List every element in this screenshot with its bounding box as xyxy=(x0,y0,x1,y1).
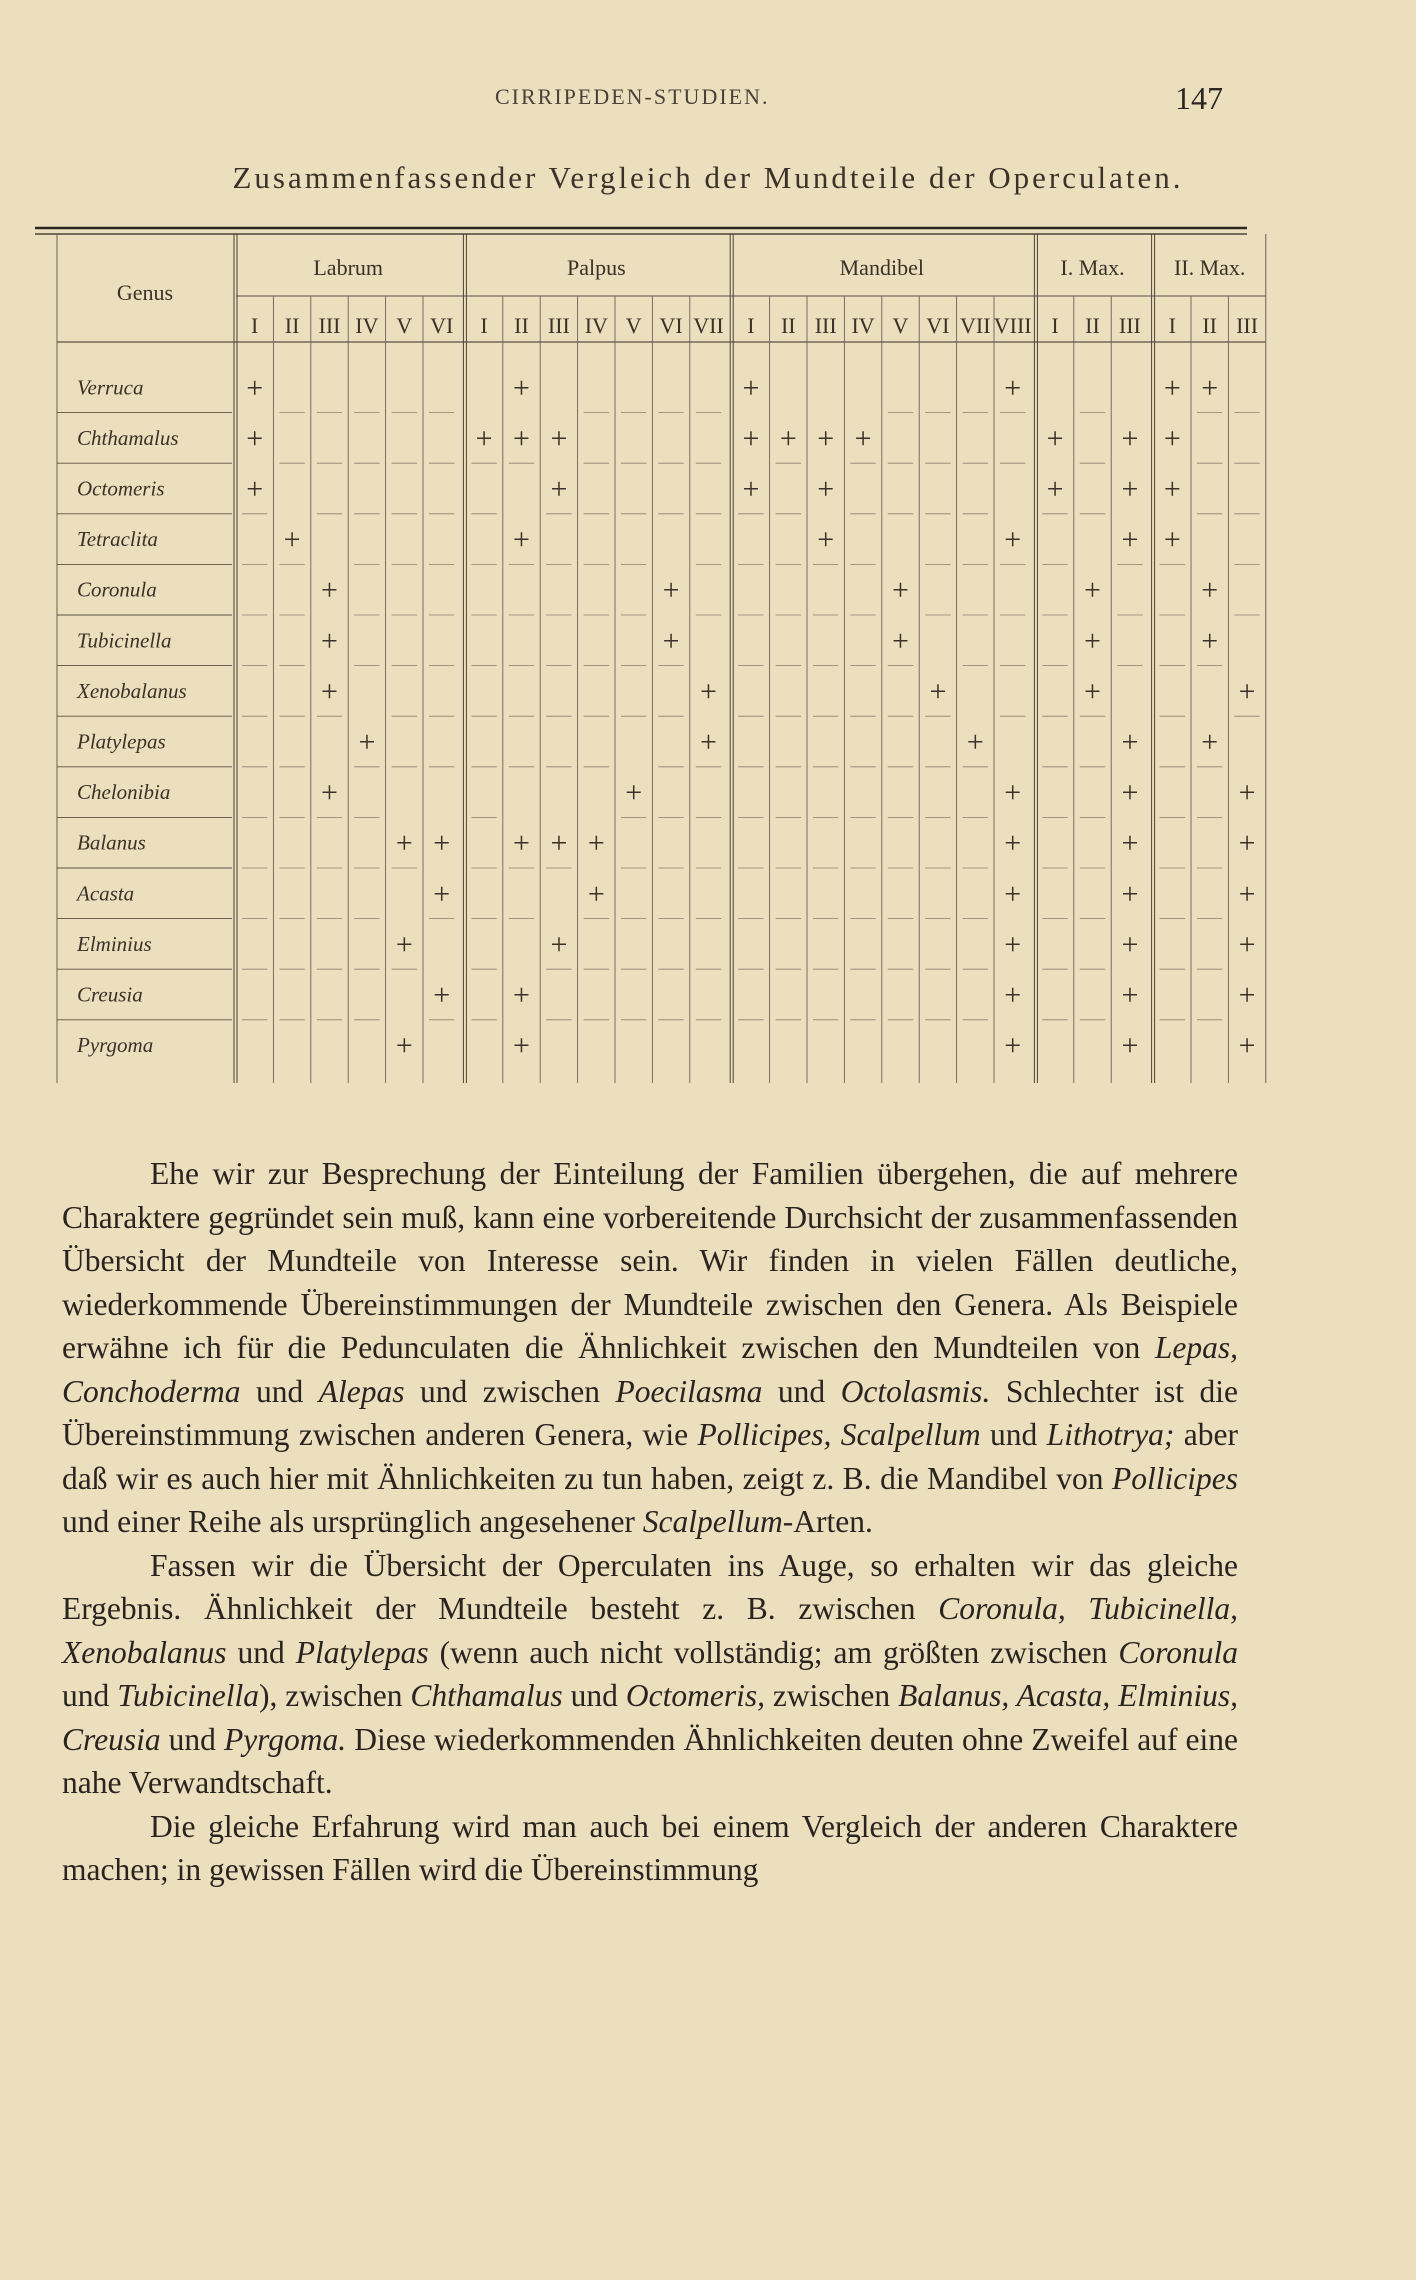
text-run: und xyxy=(762,1373,841,1409)
presence-mark: + xyxy=(779,421,797,455)
presence-mark: + xyxy=(892,624,909,658)
subcolumn-header: III xyxy=(814,313,837,338)
subcolumn-header: II xyxy=(780,313,796,338)
subcolumn-header: III xyxy=(1118,313,1141,338)
text-run: Schlechter ist die Übereinstimmung zwischen anderen Genera, wie xyxy=(62,1373,1239,1452)
subcolumn-header: II xyxy=(514,313,529,338)
presence-mark: + xyxy=(1238,927,1256,961)
genus-name: Coronula xyxy=(77,577,157,602)
presence-mark: + xyxy=(1201,371,1219,405)
presence-mark: + xyxy=(1046,421,1064,455)
presence-mark: + xyxy=(513,421,530,455)
presence-mark: + xyxy=(817,472,835,506)
presence-mark: + xyxy=(700,725,717,759)
presence-mark: + xyxy=(475,421,493,455)
presence-mark: + xyxy=(1121,725,1139,759)
genus-name: Chthamalus xyxy=(77,425,179,450)
presence-mark: + xyxy=(433,877,451,911)
presence-mark: + xyxy=(742,371,760,405)
subcolumn-header: III xyxy=(547,313,570,338)
subcolumn-header: VI xyxy=(430,313,454,338)
text-run: und zwischen xyxy=(404,1373,616,1409)
subcolumn-header: V xyxy=(396,313,413,338)
mouthparts-comparison-table xyxy=(0,0,1416,1100)
text-run: und einer Reihe als ursprünglich angesehener xyxy=(62,1504,643,1539)
presence-mark: + xyxy=(1004,826,1022,860)
italic-genus-name: Tubicinella xyxy=(117,1678,259,1713)
presence-mark: + xyxy=(246,371,264,405)
genus-name: Elminius xyxy=(77,931,152,956)
subcolumn-header: I xyxy=(251,313,259,338)
subcolumn-header: IV xyxy=(851,313,875,338)
presence-mark: + xyxy=(587,826,605,860)
subcolumn-header: III xyxy=(318,313,341,338)
subcolumn-header: VII xyxy=(693,313,724,338)
subcolumn-header: I xyxy=(747,313,755,338)
genus-name: Chelonibia xyxy=(77,780,171,805)
presence-mark: + xyxy=(513,826,530,860)
presence-mark: + xyxy=(1004,877,1022,911)
presence-mark: + xyxy=(1201,725,1219,759)
presence-mark: + xyxy=(1201,624,1219,658)
text-run: und xyxy=(980,1417,1047,1452)
presence-mark: + xyxy=(513,523,530,557)
presence-mark: + xyxy=(433,826,451,860)
text-run: und xyxy=(226,1634,296,1670)
text-run: Diese wiederkommenden Ähnlichkeiten deuten ohne Zweifel auf eine nahe Verwandtschaft. xyxy=(62,1721,1238,1800)
presence-mark: + xyxy=(395,1029,413,1063)
presence-mark: + xyxy=(1084,573,1101,607)
subcolumn-header: II xyxy=(1085,313,1100,338)
presence-mark: + xyxy=(1163,371,1181,405)
text-run: aber daß wir es auch hier mit Ähnlichkeiten zu tun haben, zeigt z. B. die Mandibel von xyxy=(62,1417,1239,1496)
group-header: I. Max. xyxy=(1060,255,1125,280)
presence-mark: + xyxy=(929,674,947,708)
group-header: Labrum xyxy=(313,255,384,280)
presence-mark: + xyxy=(513,1029,530,1063)
presence-mark: + xyxy=(321,776,338,810)
subcolumn-header: II xyxy=(284,313,300,338)
presence-mark: + xyxy=(550,826,568,860)
text-run: (wenn auch nicht vollständig; am größten zwischen xyxy=(428,1634,1119,1670)
text-run: und xyxy=(562,1678,626,1713)
body-text xyxy=(62,1152,1238,1892)
group-header: Mandibel xyxy=(839,255,924,280)
italic-genus-name: Pyrgoma. xyxy=(223,1721,347,1757)
subcolumn-header: II xyxy=(1202,313,1218,338)
text-run: zwischen xyxy=(764,1678,899,1713)
presence-mark: + xyxy=(1163,523,1181,557)
text-run: und xyxy=(62,1678,118,1713)
presence-mark: + xyxy=(1004,523,1022,557)
paragraph-3 xyxy=(62,1805,1238,1892)
presence-mark: + xyxy=(1046,472,1064,506)
presence-mark: + xyxy=(1121,978,1139,1012)
genus-name: Balanus xyxy=(77,830,146,855)
genus-name: Platylepas xyxy=(77,729,166,754)
text-run: Ehe wir zur Besprechung der Einteilung der Familien übergehen, die auf mehrere Charaktere gegründet sein muß, kann eine vorbereitende Durchsicht der zusammenfassenden Übersicht der Mundteile von Interesse sein. Wir finden in vielen Fällen deutliche, wiederkommende Übereinstimmungen der Mundteile zwischen den Genera. Als Beispiele erwähne ich für die Pedunculaten die Ähnlichkeit zwischen den Mundteilen von xyxy=(62,1156,1238,1365)
presence-mark: + xyxy=(395,826,413,860)
presence-mark: + xyxy=(892,573,909,607)
presence-mark: + xyxy=(625,776,643,810)
italic-genus-name: Poecilasma xyxy=(615,1373,763,1409)
subcolumn-header: V xyxy=(892,313,909,338)
presence-mark: + xyxy=(742,421,760,455)
presence-mark: + xyxy=(587,877,605,911)
subcolumn-header: VII xyxy=(960,313,991,338)
presence-mark: + xyxy=(1163,421,1181,455)
italic-genus-name: Pollicipes, Scalpellum xyxy=(697,1417,981,1452)
italic-genus-name: Octolasmis. xyxy=(840,1373,991,1409)
group-header: II. Max. xyxy=(1173,255,1246,280)
italic-genus-name: Pollicipes xyxy=(1112,1460,1238,1496)
subcolumn-header: III xyxy=(1236,313,1259,338)
presence-mark: + xyxy=(1084,674,1101,708)
presence-mark: + xyxy=(550,472,568,506)
presence-mark: + xyxy=(1238,978,1256,1012)
presence-mark: + xyxy=(433,978,451,1012)
italic-genus-name: Balanus, Acasta, Elminius, Creusia xyxy=(62,1678,1239,1757)
italic-genus-name: Scalpellum- xyxy=(642,1504,794,1539)
presence-mark: + xyxy=(246,421,264,455)
presence-mark: + xyxy=(1121,877,1139,911)
presence-mark: + xyxy=(1004,371,1022,405)
presence-mark: + xyxy=(513,978,530,1012)
subcolumn-header: VI xyxy=(659,313,683,338)
subcolumn-header: IV xyxy=(584,313,608,338)
presence-mark: + xyxy=(1121,472,1139,506)
presence-mark: + xyxy=(1238,826,1256,860)
presence-mark: + xyxy=(550,421,568,455)
paragraph-1 xyxy=(62,1152,1238,1544)
presence-mark: + xyxy=(321,573,338,607)
genus-name: Tetraclita xyxy=(77,527,158,552)
presence-mark: + xyxy=(1121,927,1139,961)
presence-mark: + xyxy=(1004,927,1022,961)
subcolumn-header: IV xyxy=(355,313,379,338)
presence-mark: + xyxy=(1238,1029,1256,1063)
presence-mark: + xyxy=(1121,421,1139,455)
presence-mark: + xyxy=(283,523,301,557)
genus-name: Xenobalanus xyxy=(77,678,187,703)
italic-genus-name: Lepas, Conchoderma xyxy=(62,1330,1238,1409)
presence-mark: + xyxy=(1121,826,1139,860)
presence-mark: + xyxy=(662,624,680,658)
presence-mark: + xyxy=(854,421,872,455)
text-run: und xyxy=(240,1373,319,1409)
genus-name: Acasta xyxy=(77,881,135,906)
presence-mark: + xyxy=(1121,1029,1139,1063)
presence-mark: + xyxy=(966,725,984,759)
subcolumn-header: I xyxy=(480,313,488,338)
presence-mark: + xyxy=(395,927,413,961)
presence-mark: + xyxy=(817,523,835,557)
subcolumn-header: I xyxy=(1168,313,1176,338)
page-number: 147 xyxy=(1175,80,1223,116)
genus-header: Genus xyxy=(116,280,174,305)
group-header: Palpus xyxy=(566,255,626,280)
presence-mark: + xyxy=(1121,523,1139,557)
presence-mark: + xyxy=(1004,1029,1022,1063)
subcolumn-header: VIII xyxy=(993,313,1032,338)
presence-mark: + xyxy=(1084,624,1101,658)
italic-genus-name: Octomeris, xyxy=(625,1678,765,1713)
presence-mark: + xyxy=(1163,472,1181,506)
subcolumn-header: V xyxy=(625,313,642,338)
presence-mark: + xyxy=(742,472,760,506)
presence-mark: + xyxy=(1004,978,1022,1012)
presence-mark: + xyxy=(1121,776,1139,810)
subcolumn-header: I xyxy=(1051,313,1059,338)
italic-genus-name: Coronula, Tubicinella, Xenobalanus xyxy=(62,1591,1238,1670)
presence-mark: + xyxy=(1238,674,1256,708)
running-title: CIRRIPEDEN-STUDIEN. xyxy=(495,84,770,109)
presence-mark: + xyxy=(550,927,568,961)
text-run: und xyxy=(160,1721,224,1757)
presence-mark: + xyxy=(513,371,530,405)
italic-genus-name: Platylepas xyxy=(295,1634,429,1670)
subcolumn-header: VI xyxy=(926,313,950,338)
presence-mark: + xyxy=(321,624,338,658)
italic-genus-name: Alepas xyxy=(318,1373,405,1409)
text-run: ), zwischen xyxy=(258,1678,411,1713)
presence-mark: + xyxy=(321,674,338,708)
genus-name: Tubicinella xyxy=(77,628,172,653)
text-run: Arten. xyxy=(793,1504,873,1539)
italic-genus-name: Coronula xyxy=(1118,1634,1239,1670)
text-run: Fassen wir die Übersicht der Operculaten ins Auge, so erhalten wir das gleiche Ergebnis. Ähnlichkeit der Mundteile besteht z. B. zwischen xyxy=(62,1547,1238,1626)
presence-mark: + xyxy=(358,725,376,759)
genus-name: Pyrgoma xyxy=(77,1033,154,1058)
genus-name: Creusia xyxy=(77,982,143,1007)
presence-mark: + xyxy=(1238,776,1256,810)
presence-mark: + xyxy=(246,472,264,506)
genus-name: Octomeris xyxy=(77,476,165,501)
presence-mark: + xyxy=(1238,877,1256,911)
presence-mark: + xyxy=(700,674,717,708)
italic-genus-name: Chthamalus xyxy=(410,1678,563,1713)
presence-mark: + xyxy=(662,573,680,607)
text-run: Die gleiche Erfahrung wird man auch bei einem Vergleich der anderen Charaktere machen; in gewissen Fällen wird die Übereinstimmung xyxy=(62,1808,1238,1887)
table-title: Zusammenfassender Vergleich der Mundteile der Operculaten. xyxy=(232,160,1184,195)
presence-mark: + xyxy=(1201,573,1219,607)
presence-mark: + xyxy=(817,421,835,455)
presence-mark: + xyxy=(1004,776,1022,810)
italic-genus-name: Lithotrya; xyxy=(1046,1417,1175,1452)
genus-name: Verruca xyxy=(77,375,144,400)
paragraph-2 xyxy=(62,1544,1238,1805)
